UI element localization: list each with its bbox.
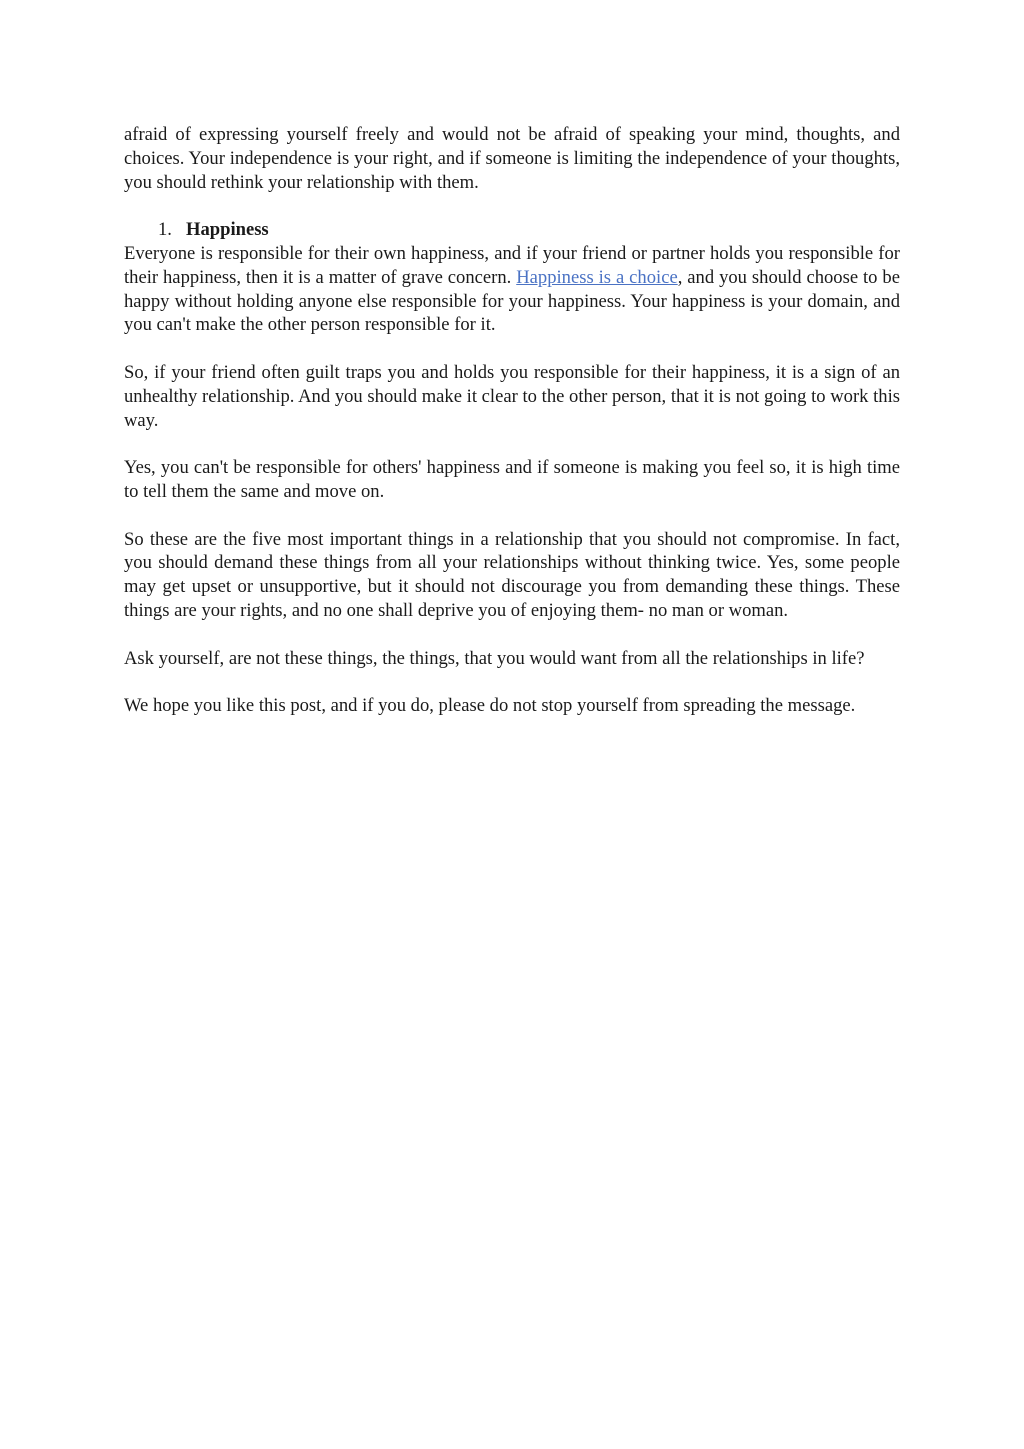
happiness-text-before-link: Everyone is responsible for their own happiness, and if your friend or partner holds you responsible for their happiness, then it is a matter of grave concern. — [124, 242, 900, 288]
five-things-paragraph: So these are the five most important things in a relationship that you should not compromise. In fact, you should demand these things from all your relationships without thinking twice. Yes, some people may get upset or unsupportive, but it should not discourage you from demanding these things. These things are your rights, and no one shall deprive you of enjoying them- no man or woman. — [124, 528, 900, 621]
section-number: 1. — [158, 219, 172, 241]
section-heading — [124, 218, 900, 242]
intro-paragraph: afraid of expressing yourself freely and would not be afraid of speaking your mind, thoughts, and choices. Your independence is your right, and if someone is limiting the independence of your thoughts, you should rethink your relationship with them. — [124, 124, 900, 193]
closing-paragraph: We hope you like this post, and if you do, please do not stop yourself from spreading the message. — [124, 695, 856, 717]
happiness-is-a-choice-link[interactable]: Happiness is a choice — [516, 266, 678, 288]
responsibility-paragraph: Yes, you can't be responsible for others' happiness and if someone is making you feel so, it is high time to tell them the same and move on. — [124, 457, 900, 502]
guilt-trap-paragraph: So, if your friend often guilt traps you and holds you responsible for their happiness, it is a sign of an unhealthy relationship. And you should make it clear to the other person, that it is not going to work this way. — [124, 361, 900, 431]
ask-yourself-paragraph: Ask yourself, are not these things, the things, that you would want from all the relationships in life? — [124, 647, 865, 669]
happiness-text-after-link: , and you should choose to be happy without holding anyone else responsible for your happiness. Your happiness is your domain, and you can't make the other person responsible for it. — [124, 266, 900, 336]
happiness-paragraph — [124, 242, 900, 337]
section-title: Happiness — [186, 219, 269, 241]
document-page — [124, 123, 900, 718]
